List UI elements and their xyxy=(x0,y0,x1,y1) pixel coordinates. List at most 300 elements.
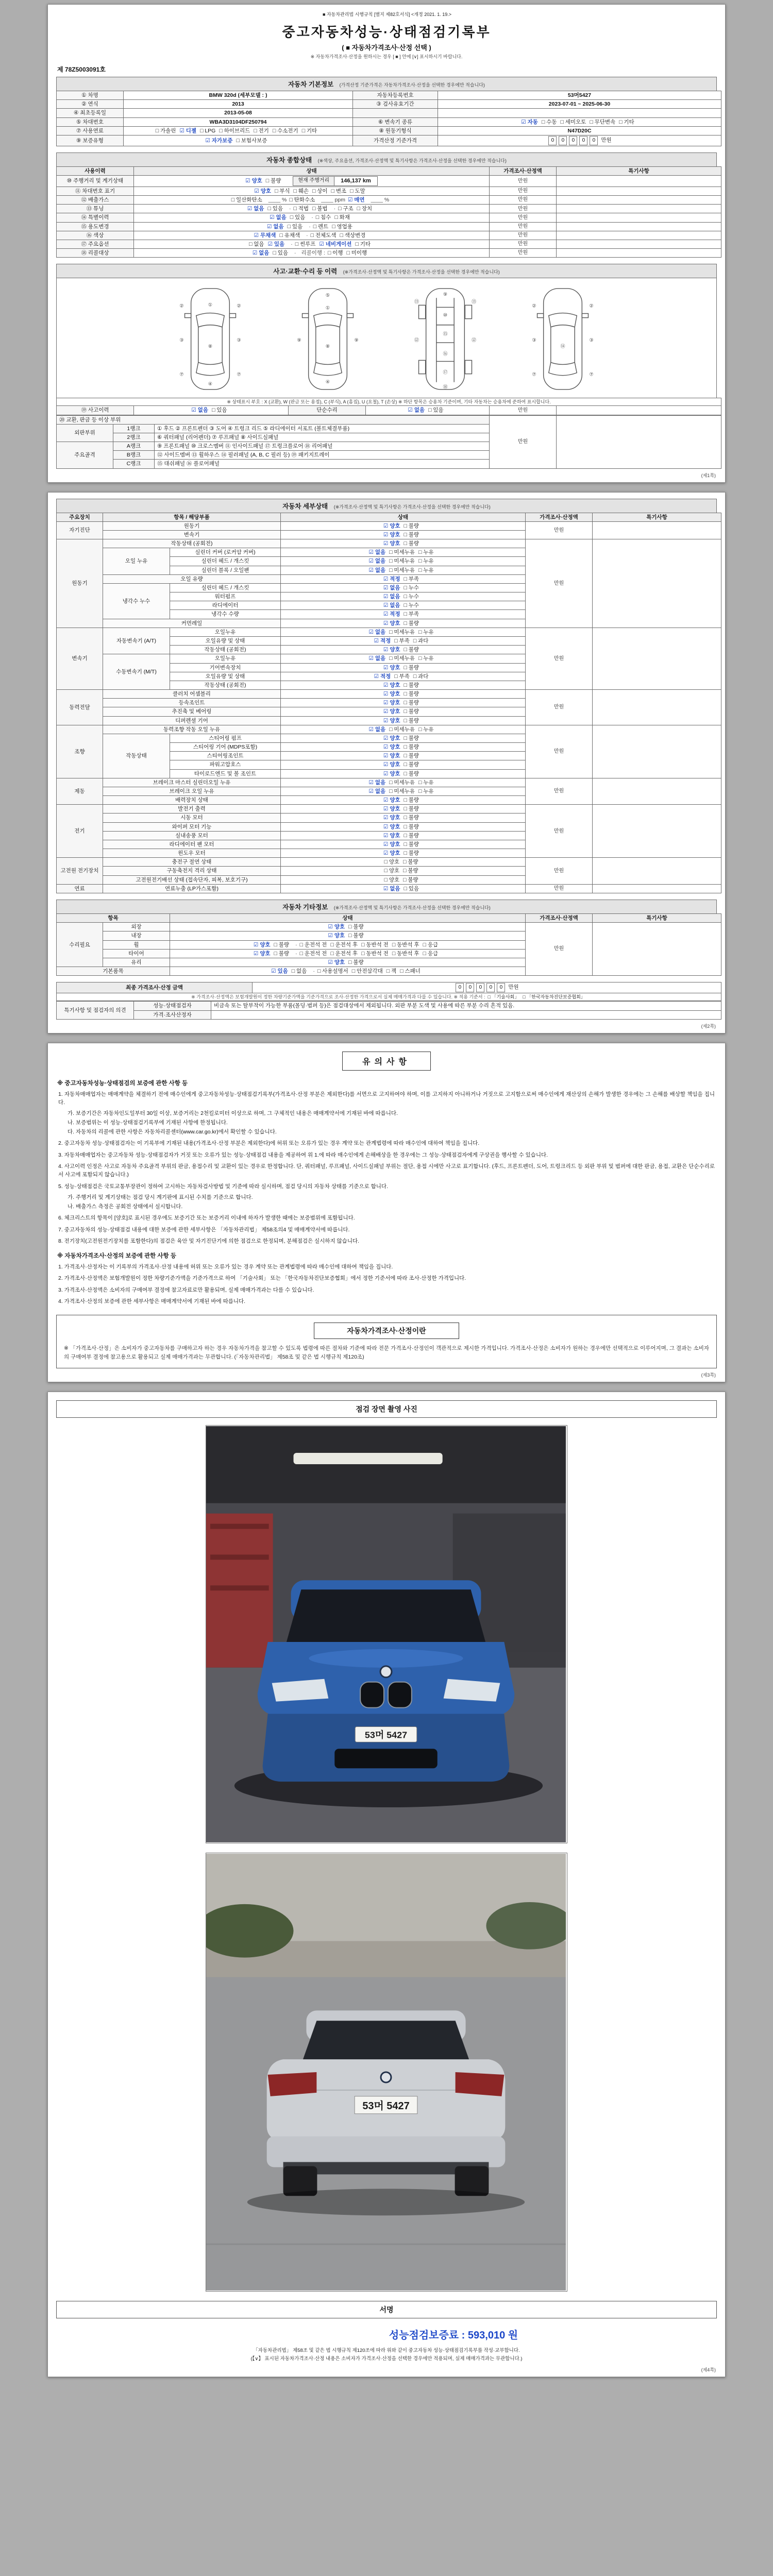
cell-text: 만원 xyxy=(553,828,564,834)
cell-text: ⑰ 주요옵션 xyxy=(81,241,109,247)
checkbox-unchecked[interactable]: □ 불량 xyxy=(348,933,364,939)
checkbox-unchecked[interactable]: □ 불량 xyxy=(404,664,419,671)
checkbox-unchecked[interactable]: □ 수동 xyxy=(541,118,557,125)
checkbox-checked[interactable]: ☑ 없음 xyxy=(247,206,264,212)
checkbox-unchecked[interactable]: □ 불량 xyxy=(404,717,419,724)
checkbox-checked[interactable]: ☑ 적정 xyxy=(383,575,400,582)
checkbox-checked[interactable]: ☑ 양호 xyxy=(328,933,345,939)
checkbox-unchecked[interactable]: □ 기타 xyxy=(619,118,634,125)
cell-text: 스티어링 기어 (MDPS포함) xyxy=(193,744,258,751)
table-row xyxy=(57,205,721,213)
valuation-text: ※ 「가격조사·산정」은 소비자가 중고자동차를 구매하고자 하는 경우 자동차가격을 참고할 수 있도록 법령에 따른 절차와 기준에 따라 전문 가격조사·산정인이 객관적으로 제시한 가격입니다. 가격조사·산정은 소비자가 원하는 경우에만 선택적으로 이루어지며, 그 결과는 소비자의 구매여부 결정에 참고용으로 활용되고 실제 매매가격과는 무관합니다. (「자동차관리법」 제58조 및 같은 법 시행규칙 제120조) xyxy=(64,1345,709,1360)
field-year-value xyxy=(124,100,353,109)
checkbox-checked[interactable]: ☑ 양호 xyxy=(383,647,400,653)
checkbox-unchecked[interactable]: □ 불량 xyxy=(404,850,419,857)
cell-text: 작동상태 (공회전) xyxy=(204,682,246,688)
cell-text: 연료 xyxy=(74,885,85,892)
checkbox-unchecked[interactable]: □ 불량 xyxy=(404,700,419,706)
field-regno-value xyxy=(438,91,721,100)
checkbox-unchecked[interactable]: □ 하이브리드 xyxy=(219,127,250,134)
cell-text: 타이로드엔드 및 볼 조인트 xyxy=(194,770,257,777)
checkbox-unchecked[interactable]: □ 불량 xyxy=(404,522,419,529)
checkbox-checked[interactable]: ☑ 디젤 xyxy=(179,127,197,134)
cell-text: 작동상태 (공회전) xyxy=(171,540,213,547)
checkbox-unchecked[interactable]: □ 동반석 전 xyxy=(361,950,389,957)
checkbox-unchecked[interactable]: □ 부족 xyxy=(404,611,419,618)
rear-window xyxy=(301,2021,470,2064)
field-with-checkboxes xyxy=(281,769,526,778)
checkbox-unchecked[interactable]: □ 부족 xyxy=(394,673,410,680)
checkbox-checked[interactable]: ☑ 없음 xyxy=(267,223,284,230)
checkbox-unchecked[interactable]: □ 누유 xyxy=(418,788,434,794)
checkbox-unchecked[interactable]: □ 미세누유 xyxy=(389,726,415,733)
checkbox-checked[interactable]: ☑ 없음 xyxy=(383,885,400,892)
checkbox-checked[interactable]: ☑ 양호 xyxy=(383,664,400,671)
checkbox-unchecked[interactable]: □ 침수 xyxy=(315,214,331,221)
checkbox-unchecked[interactable]: □ 불량 xyxy=(403,859,418,866)
table-cell xyxy=(57,778,103,805)
checkbox-checked[interactable]: ☑ 자동 xyxy=(521,118,538,125)
license-plate-rear-text: 53머 5427 xyxy=(362,2100,410,2112)
checkbox-unchecked[interactable]: □ 적법 xyxy=(293,206,309,212)
checkbox-unchecked[interactable]: □ 부족 xyxy=(404,575,419,582)
checkbox-unchecked[interactable]: □ 상이 xyxy=(312,188,328,194)
checkbox-unchecked[interactable]: □ 이행 xyxy=(327,250,343,257)
car-windshield xyxy=(286,1589,486,1645)
checkbox-unchecked[interactable]: □ 응급 xyxy=(423,950,439,957)
table-cell xyxy=(57,135,124,146)
cell-text: ⑧ 원동기형식 xyxy=(379,127,412,134)
checkbox-unchecked[interactable]: □ 미세누유 xyxy=(389,788,415,794)
cell-text: 추진축 및 베어링 xyxy=(172,708,212,715)
checkbox-checked[interactable]: ☑ 양호 xyxy=(383,682,400,688)
checkbox-unchecked[interactable]: □ 누수 xyxy=(404,584,419,591)
checkbox-unchecked[interactable]: □ 미세누유 xyxy=(389,655,415,662)
cell-text: 가격조사·산정액 xyxy=(540,514,578,520)
checkbox-unchecked[interactable]: □ 있음 xyxy=(273,250,288,257)
cell-text: 타이어 xyxy=(128,950,144,957)
page-number: (제1쪽) xyxy=(701,472,716,478)
checkbox-checked[interactable]: ☑ 양호 xyxy=(383,753,400,759)
checkbox-unchecked[interactable]: □ 없음 xyxy=(291,968,307,975)
checkbox-checked[interactable]: ☑ 네비게이션 xyxy=(319,241,352,247)
checkbox-checked[interactable]: ☑ 자가보증 xyxy=(205,137,233,144)
mileage-value: 146,137 km xyxy=(341,178,371,184)
checkbox-unchecked[interactable]: □ 세미오토 xyxy=(560,118,586,125)
checkbox-unchecked[interactable]: □ 불량 xyxy=(404,682,419,688)
table-cell xyxy=(57,628,103,689)
price-digit-box: 0 xyxy=(456,983,464,992)
checkbox-unchecked[interactable]: □ 양호 xyxy=(384,876,399,883)
brand-roundel xyxy=(380,1666,392,1677)
checkbox-unchecked[interactable]: □ 불량 xyxy=(403,868,418,874)
field-emissions xyxy=(134,196,490,205)
checkbox-unchecked[interactable]: □ 있음 xyxy=(428,407,444,414)
table-cell xyxy=(57,805,103,858)
checkbox-unchecked[interactable]: □ 부식 xyxy=(274,188,290,194)
checkbox-unchecked[interactable]: □ 불량 xyxy=(404,815,419,821)
table-row xyxy=(57,690,721,699)
table-cell xyxy=(113,424,155,433)
checkbox-unchecked[interactable]: □ 불량 xyxy=(403,876,418,883)
checkbox-unchecked[interactable]: □ 운전석 후 xyxy=(330,941,358,948)
cell-text: 오일누유 xyxy=(214,629,236,635)
section-header-accident xyxy=(56,264,717,278)
table-cell xyxy=(57,109,124,117)
checkbox-checked[interactable]: ☑ 무채색 xyxy=(254,232,276,239)
checkbox-unchecked[interactable]: □ 불량 xyxy=(404,691,419,698)
notice-item: 8. 전기장치(고전원전기장치를 포함한다)의 점검은 육안 및 자기진단기에 의한 점검으로 한정되며, 분해점검은 실시하지 않습니다. xyxy=(58,1238,360,1244)
checkbox-checked[interactable]: ☑ 없음 xyxy=(368,629,386,635)
table-cell xyxy=(557,406,721,415)
checkbox-unchecked[interactable]: □ 안전삼각대 xyxy=(351,968,383,975)
checkbox-unchecked[interactable]: □ 불량 xyxy=(404,647,419,653)
table-cell xyxy=(490,176,557,187)
checkbox-checked[interactable]: ☑ 양호 xyxy=(383,841,400,848)
checkbox-unchecked[interactable]: □ 불량 xyxy=(404,797,419,804)
checkbox-checked[interactable]: ☑ 없음 xyxy=(368,779,386,786)
checkbox-checked[interactable]: ☑ 양호 xyxy=(383,806,400,812)
bumper-intake xyxy=(334,1749,437,1768)
checkbox-checked[interactable]: ☑ 양호 xyxy=(245,178,262,184)
checkbox-unchecked[interactable]: □ 구조 xyxy=(338,206,354,212)
table-cell xyxy=(103,654,170,690)
checkbox-checked[interactable]: ☑ 없음 xyxy=(191,407,209,414)
checkbox-unchecked[interactable]: □ 잭 xyxy=(386,968,397,975)
checkbox-checked[interactable]: ☑ 양호 xyxy=(383,832,400,839)
table-cell xyxy=(170,654,281,663)
table-cell xyxy=(134,166,490,175)
checkbox-checked[interactable]: ☑ 있음 xyxy=(267,241,285,247)
checkbox-checked[interactable]: ☑ 양호 xyxy=(383,770,400,777)
price-digit-box: 0 xyxy=(548,136,557,145)
notice-item: 7. 중고자동차의 성능·상태점검 내용에 대한 보증에 관한 세부사항은 「자동차관리법」 제58조의4 및 매매계약서에 따릅니다. xyxy=(58,1226,350,1233)
checkbox-unchecked[interactable]: □ 가솔린 xyxy=(155,127,176,134)
cell-text: 특기사항 및 점검자의 의견 xyxy=(64,1007,126,1013)
checkbox-checked[interactable]: ☑ 양호 xyxy=(383,717,400,724)
checkbox-unchecked[interactable]: □ 과다 xyxy=(413,673,429,680)
checkbox-unchecked[interactable]: □ 수소전기 xyxy=(272,127,298,134)
cell-text: 수리필요 xyxy=(69,941,90,948)
price-digit-box: 0 xyxy=(476,983,484,992)
notice-item: 4. 가격조사·산정의 보증에 관한 세부사항은 매매계약서에 기재된 바에 따릅니다. xyxy=(58,1298,246,1304)
page-subtitle: ( ■ 자동차가격조사·산정 선택 ) xyxy=(342,44,431,52)
checkbox-checked[interactable]: ☑ 없음 xyxy=(408,407,425,414)
cell-text: 제동 xyxy=(74,788,85,794)
checkbox-unchecked[interactable]: □ 불량 xyxy=(348,924,364,930)
checkbox-unchecked[interactable]: □ 불량 xyxy=(404,761,419,768)
checkbox-checked[interactable]: ☑ 없음 xyxy=(383,584,400,591)
cell-text: 2023-07-01 ~ 2025-06-30 xyxy=(548,101,611,108)
cell-text: ⑪ 차대번호 표기 xyxy=(75,188,115,194)
checkbox-unchecked[interactable]: □ 누수 xyxy=(404,602,419,609)
cell-text: 만원 xyxy=(553,886,564,892)
checkbox-checked[interactable]: ☑ 양호 xyxy=(383,620,400,626)
checkbox-unchecked[interactable]: □ 운전석 후 xyxy=(330,950,358,957)
svg-text:⑫: ⑫ xyxy=(414,337,419,343)
checkbox-checked[interactable]: ☑ 없음 xyxy=(383,602,400,609)
checkbox-unchecked[interactable]: □ 화재 xyxy=(334,214,350,221)
checkbox-checked[interactable]: ☑ 양호 xyxy=(383,761,400,768)
checkbox-unchecked[interactable]: □ 동반석 후 xyxy=(392,950,419,957)
table-cell xyxy=(103,822,281,831)
cell-text: 실린더 블록 / 오일팬 xyxy=(201,567,249,573)
table-row xyxy=(57,222,721,231)
checkbox-unchecked[interactable]: □ 불량 xyxy=(404,540,419,547)
checkbox-checked[interactable]: ☑ 없음 xyxy=(368,726,386,733)
field-with-checkboxes xyxy=(281,592,526,601)
checkbox-unchecked[interactable]: □ 일산화탄소 xyxy=(231,197,262,204)
checkbox-unchecked[interactable]: □ 누수 xyxy=(404,594,419,600)
checkbox-unchecked[interactable]: □ 미세누유 xyxy=(389,629,415,635)
cell-text: 만원 xyxy=(517,178,528,184)
cell-text: 상태 xyxy=(397,514,409,520)
checkbox-unchecked[interactable]: □ 없음 xyxy=(249,241,264,247)
table-cell xyxy=(170,769,281,778)
cell-text: 클러치 어셈블리 xyxy=(173,691,211,698)
cell-text: 만원 xyxy=(517,407,528,413)
checkbox-checked[interactable]: ☑ 양호 xyxy=(383,522,400,529)
table-cell xyxy=(57,442,113,469)
checkbox-checked[interactable]: ☑ 양호 xyxy=(383,797,400,804)
cell-text: 냉각수 누수 xyxy=(122,598,150,604)
table-cell xyxy=(103,840,281,849)
checkbox-checked[interactable]: ☑ 없음 xyxy=(252,250,270,257)
table-cell xyxy=(57,725,103,778)
checkbox-checked[interactable]: ☑ 양호 xyxy=(328,959,345,965)
table-cell xyxy=(593,628,721,689)
field-simple-repair xyxy=(366,406,490,415)
checkbox-unchecked[interactable]: □ 누유 xyxy=(418,779,434,786)
checkbox-unchecked[interactable]: □ 도말 xyxy=(350,188,365,194)
table-cell xyxy=(557,205,721,213)
checkbox-unchecked[interactable]: □ 불량 xyxy=(404,753,419,759)
checkbox-checked[interactable]: ☑ 양호 xyxy=(253,941,271,948)
checkbox-unchecked[interactable]: □ 전기 xyxy=(254,127,269,134)
checkbox-unchecked[interactable]: □ 있음 xyxy=(267,206,283,212)
field-recall xyxy=(134,249,490,258)
checkbox-unchecked[interactable]: □ 불량 xyxy=(404,806,419,812)
checkbox-unchecked[interactable]: □ 누유 xyxy=(418,726,434,733)
checkbox-checked[interactable]: ☑ 없음 xyxy=(270,214,287,221)
checkbox-unchecked[interactable]: □ 영업용 xyxy=(332,223,352,230)
checkbox-checked[interactable]: ☑ 없음 xyxy=(368,655,386,662)
field-with-checkboxes xyxy=(281,690,526,699)
checkbox-unchecked[interactable]: □ 있음 xyxy=(212,407,227,414)
checkbox-checked[interactable]: ☑ 양호 xyxy=(383,708,400,715)
svg-text:⑬: ⑬ xyxy=(471,299,477,304)
checkbox-checked[interactable]: ☑ 없음 xyxy=(368,549,386,556)
table-cell xyxy=(103,787,281,795)
table-cell xyxy=(438,109,721,117)
checkbox-checked[interactable]: ☑ 매연 xyxy=(347,197,365,204)
checkbox-checked[interactable]: ☑ 양호 xyxy=(383,700,400,706)
checkbox-unchecked[interactable]: □ 운전석 전 xyxy=(299,950,327,957)
checkbox-checked[interactable]: ☑ 양호 xyxy=(383,540,400,547)
svg-text:③: ③ xyxy=(179,337,184,343)
svg-text:②: ② xyxy=(532,303,536,309)
checkbox-unchecked[interactable]: □ 운전석 전 xyxy=(299,941,327,948)
table-cell xyxy=(526,690,593,725)
table-cell xyxy=(57,205,134,213)
cell-text: 자기진단 xyxy=(69,527,90,534)
checkbox-unchecked[interactable]: □ 동반석 후 xyxy=(392,941,419,948)
checkbox-checked[interactable]: ☑ 양호 xyxy=(383,823,400,830)
checkbox-checked[interactable]: ☑ 양호 xyxy=(383,744,400,751)
table-cell xyxy=(103,778,281,787)
table-row xyxy=(57,993,721,1001)
checkbox-checked[interactable]: ☑ 없음 xyxy=(383,594,400,600)
checkbox-unchecked[interactable]: □ 불량 xyxy=(404,823,419,830)
checkbox-unchecked[interactable]: □ 양호 xyxy=(384,859,399,866)
checkbox-unchecked[interactable]: □ 누유 xyxy=(418,629,434,635)
table-cell xyxy=(490,240,557,248)
checkbox-unchecked[interactable]: □ 미세누유 xyxy=(389,558,415,565)
table-cell xyxy=(57,513,103,521)
checkbox-unchecked[interactable]: □ 과다 xyxy=(413,638,429,644)
checkbox-unchecked[interactable]: □ 불법 xyxy=(312,206,328,212)
notice-item: 1. 자동차매매업자는 매매계약을 체결하기 전에 매수인에게 중고자동차성능·상태점검기록부(가격조사·산정 부분은 제외한다)를 서면으로 고지하여야 하며, 이를 고지하지 아니하거나 거짓으로 고지함으로써 매수인에게 재산상의 손해가 발생한 경우에는 그 손해를 배상할 책임을 집니다. xyxy=(58,1091,715,1106)
checkbox-checked[interactable]: ☑ 없음 xyxy=(368,558,386,565)
checkbox-checked[interactable]: ☑ 양호 xyxy=(383,531,400,538)
table-cell xyxy=(526,805,593,858)
table-row xyxy=(57,805,721,814)
checkbox-unchecked[interactable]: □ 누유 xyxy=(418,558,434,565)
checkbox-unchecked[interactable]: □ 누유 xyxy=(418,549,434,556)
page-subtitle-note: ※ 자동차가격조사·산정을 원하시는 경우 [ ■ ] 안에 [∨] 표시하시기 바랍니다. xyxy=(310,54,463,59)
photo-rear-svg xyxy=(206,1853,566,2291)
checkbox-checked[interactable]: ☑ 없음 xyxy=(368,567,386,573)
checkbox-unchecked[interactable]: □ 변조 xyxy=(331,188,347,194)
cell-text: 실린더 헤드 / 개스킷 xyxy=(201,584,249,591)
checkbox-unchecked[interactable]: □ 부족 xyxy=(394,638,410,644)
checkbox-unchecked[interactable]: □ 있음 xyxy=(404,885,419,892)
cell-text: 조향 xyxy=(74,748,85,755)
checkbox-unchecked[interactable]: □ 불량 xyxy=(404,744,419,751)
checkbox-unchecked[interactable]: □ 동반석 전 xyxy=(361,941,389,948)
garage-ceiling xyxy=(206,1426,566,1503)
checkbox-unchecked[interactable]: □ 훼손 xyxy=(293,188,309,194)
table-cell xyxy=(170,913,526,922)
table-cell xyxy=(490,222,557,231)
checkbox-unchecked[interactable]: □ 불량 xyxy=(274,950,290,957)
current-mileage-box xyxy=(293,176,377,186)
notice-subitem: 다. 자동차의 리콜에 관한 사항은 자동차리콜센터(www.car.go.kr)에서 확인할 수 있습니다. xyxy=(68,1128,277,1135)
checkbox-unchecked[interactable]: □ 있음 xyxy=(287,223,303,230)
checkbox-unchecked[interactable]: □ 불량 xyxy=(265,178,281,184)
checkbox-unchecked[interactable]: □ 응급 xyxy=(423,941,439,948)
checkbox-checked[interactable]: ☑ 적정 xyxy=(374,673,391,680)
cell-text: 충전구 절연 상태 xyxy=(172,859,212,866)
checkbox-checked[interactable]: ☑ 없음 xyxy=(368,788,386,794)
svg-text:⑦: ⑦ xyxy=(237,371,241,377)
cell-text: 만원 xyxy=(553,655,564,662)
checkbox-unchecked[interactable]: □ 불량 xyxy=(348,959,364,965)
checkbox-checked[interactable]: ☑ 적정 xyxy=(383,611,400,618)
svg-text:⑧: ⑧ xyxy=(208,344,213,349)
checkbox-unchecked[interactable]: □ 누유 xyxy=(418,655,434,662)
checkbox-unchecked[interactable]: □ 불량 xyxy=(404,735,419,741)
checkbox-unchecked[interactable]: □ 불량 xyxy=(404,708,419,715)
checkbox-unchecked[interactable]: □ 있음 xyxy=(290,214,306,221)
table-cell xyxy=(103,716,281,725)
checkbox-unchecked[interactable]: □ 「기술사회」 xyxy=(488,994,519,1000)
cell-text: 연료누출 (LP가스포함) xyxy=(165,885,219,892)
checkbox-checked[interactable]: ☑ 양호 xyxy=(383,735,400,741)
table-cell xyxy=(57,249,134,258)
field-with-checkboxes xyxy=(281,601,526,610)
price-basis-note xyxy=(57,993,721,1001)
cell-text: 53머5427 xyxy=(567,92,592,98)
field-with-checkboxes xyxy=(281,574,526,583)
checkbox-unchecked[interactable]: □ 양호 xyxy=(384,868,399,874)
checkbox-unchecked[interactable]: □ 무단변속 xyxy=(590,118,616,125)
checkbox-unchecked[interactable]: □ 미세누유 xyxy=(389,549,415,556)
checkbox-checked[interactable]: ☑ 양호 xyxy=(328,924,345,930)
checkbox-checked[interactable]: ☑ 양호 xyxy=(383,691,400,698)
cell-text: 냉각수 수량 xyxy=(211,611,239,618)
checkbox-unchecked[interactable]: □ 불량 xyxy=(404,832,419,839)
checkbox-checked[interactable]: ☑ 양호 xyxy=(383,850,400,857)
checkbox-checked[interactable]: ☑ 적정 xyxy=(374,638,391,644)
checkbox-unchecked[interactable]: □ 불량 xyxy=(404,841,419,848)
checkbox-unchecked[interactable]: □ 미이행 xyxy=(346,250,367,257)
checkbox-unchecked[interactable]: □ 보험사보증 xyxy=(236,137,267,144)
checkbox-unchecked[interactable]: □ 누유 xyxy=(418,567,434,573)
cell-text: ⑨ 프론트패널 ⑩ 크로스멤버 ⑪ 인사이드패널 ⑰ 트렁크플로어 ⑱ 리어패널 xyxy=(157,443,333,450)
checkbox-unchecked[interactable]: □ 색상변경 xyxy=(340,232,366,239)
notice-item: 2. 중고자동차 성능·상태점검자는 이 기록부에 기재된 내용(가격조사·산정 부분은 제외한다)에 허위 또는 오류가 있는 경우 계약 또는 관계법령에 따라 매수인에 대하여 책임을 집니다. xyxy=(58,1140,480,1147)
checkbox-unchecked[interactable]: □ 미세누유 xyxy=(389,567,415,573)
table-cell xyxy=(170,592,281,601)
checkbox-unchecked[interactable]: □ 기타 xyxy=(301,127,317,134)
table-cell xyxy=(57,424,113,442)
table-row xyxy=(57,398,721,406)
table-cell xyxy=(103,548,170,575)
table-cell xyxy=(526,628,593,689)
checkbox-unchecked[interactable]: □ 미세누유 xyxy=(389,779,415,786)
table-cell xyxy=(103,699,281,707)
checkbox-unchecked[interactable]: □ 사용설명서 xyxy=(317,968,348,975)
checkbox-checked[interactable]: ☑ 있음 xyxy=(271,968,288,975)
checkbox-unchecked[interactable]: □ 탄화수소 xyxy=(289,197,315,204)
table-cell xyxy=(57,100,124,109)
table-cell xyxy=(57,913,170,922)
cell-text: ⑫ 사이드멤버 ⑬ 휠하우스 ⑭ 필러패널 (A, B, C 필러 등) ⑲ 패키지트레이 xyxy=(157,452,330,459)
checkbox-unchecked[interactable]: □ 불량 xyxy=(404,620,419,626)
checkbox-unchecked[interactable]: □ LPG xyxy=(200,127,216,134)
checkbox-unchecked[interactable]: □ 「한국자동차진단보증협회」 xyxy=(523,994,585,1000)
checkbox-unchecked[interactable]: □ 불량 xyxy=(404,770,419,777)
checkbox-unchecked[interactable]: □ 장치 xyxy=(357,206,373,212)
checkbox-unchecked[interactable]: □ 전체도색 xyxy=(310,232,337,239)
checkbox-unchecked[interactable]: □ 불량 xyxy=(404,531,419,538)
checkbox-unchecked[interactable]: □ 유채색 xyxy=(279,232,300,239)
checkbox-unchecked[interactable]: □ 기타 xyxy=(355,241,371,247)
table-cell xyxy=(557,166,721,175)
checkbox-unchecked[interactable]: □ 불량 xyxy=(274,941,290,948)
inline-label: · xyxy=(306,232,308,239)
section-header-overall xyxy=(56,152,717,166)
checkbox-unchecked[interactable]: □ 썬루프 xyxy=(295,241,316,247)
checkbox-unchecked[interactable]: □ 렌트 xyxy=(313,223,329,230)
field-mileage-status xyxy=(134,176,490,187)
checkbox-unchecked[interactable]: □ 스패너 xyxy=(400,968,421,975)
checkbox-checked[interactable]: ☑ 양호 xyxy=(254,188,271,194)
checkbox-checked[interactable]: ☑ 양호 xyxy=(253,950,271,957)
appraiser-opinion xyxy=(211,1010,721,1019)
checkbox-checked[interactable]: ☑ 양호 xyxy=(383,815,400,821)
